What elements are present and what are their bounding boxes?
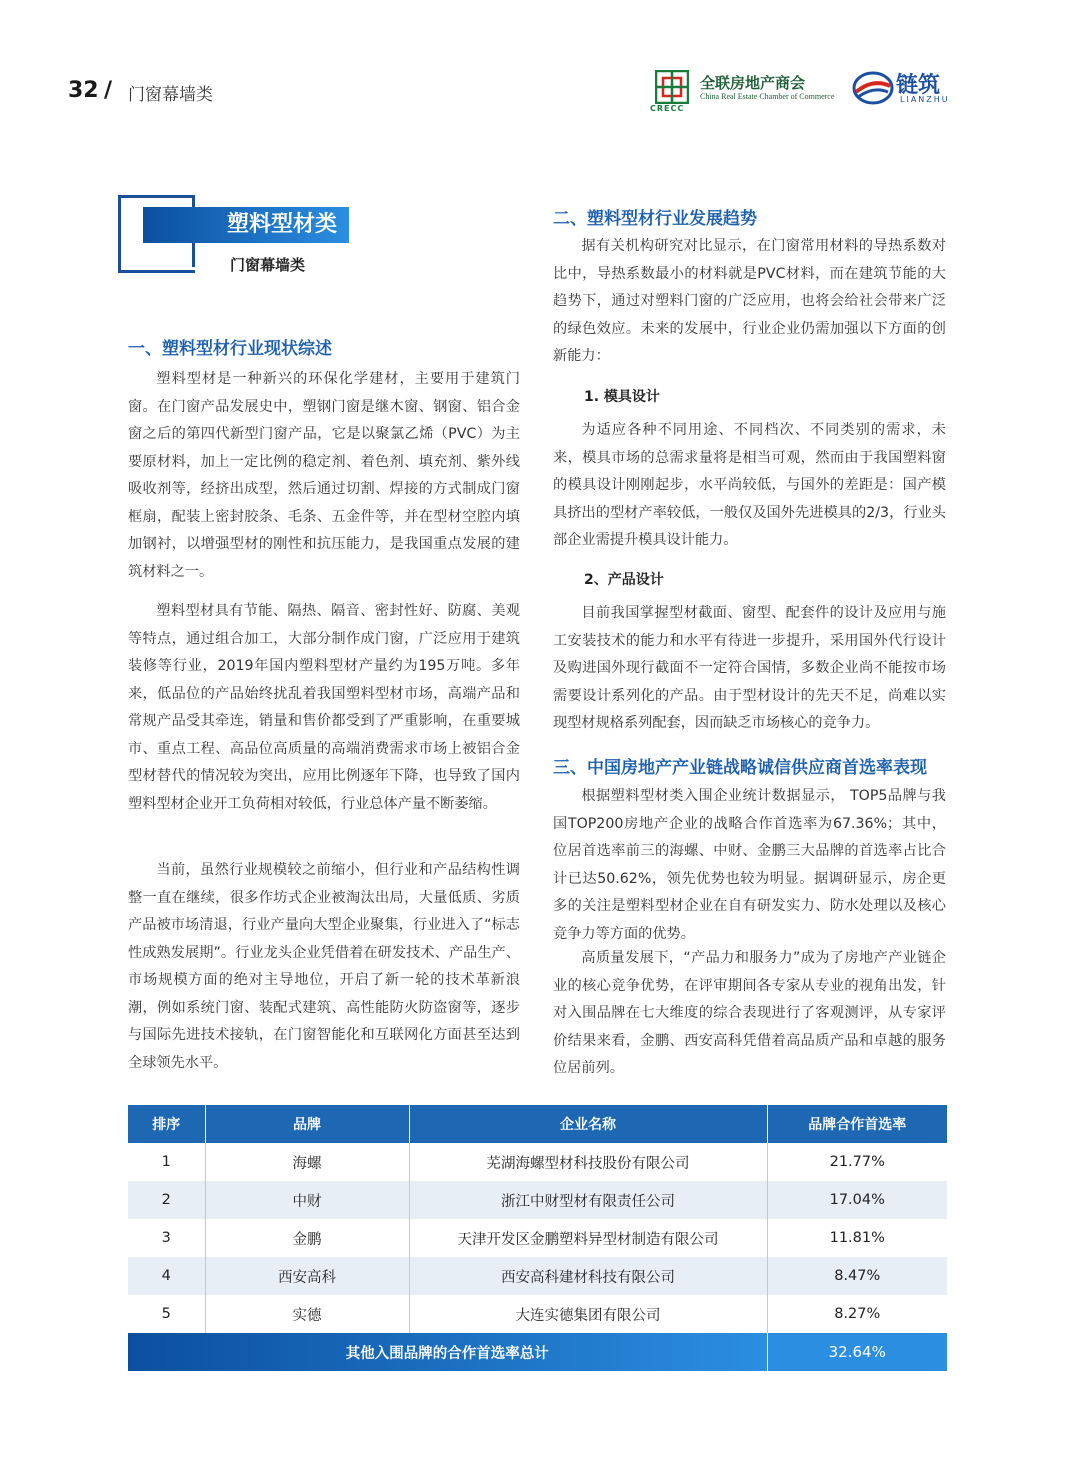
brand-cell: 西安高科 [205, 1257, 409, 1295]
right-intro: 据有关机构研究对比显示，在门窗常用材料的导热系数对比中，导热系数最小的材料就是PVC材料，而在建筑节能的大趋势下，通过对塑料门窗的广泛应用，也将会给社会带来广泛的绿色效应。未来的发展中，行业企业仍需加强以下方面的创新能力： [553, 238, 946, 364]
quality-paragraph: 高质量发展下，“产品力和服务力”成为了房地产产业链企业的核心竞争优势，在评审期间各专家从专业的视角出发，针对入围品牌在七大维度的综合表现进行了客观测评，从专家评价结果来看，金鹏、西安高科凭借着高品质产品和卓越的服务位居前列。 [553, 950, 946, 1076]
rank-cell: 1 [128, 1143, 205, 1181]
total-label: 其他入围品牌的合作首选率总计 [128, 1333, 767, 1371]
table-row [128, 1295, 947, 1333]
company-cell: 大连实德集团有限公司 [409, 1295, 767, 1333]
table-total-row [128, 1333, 947, 1371]
left-paragraph-2: 塑料型材具有节能、隔热、隔音、密封性好、防腐、美观等特点，通过组合加工，大部分制作成门窗，广泛应用于建筑装修等行业，2019年国内塑料型材产量约为195万吨。多年来，低品位的产品始终扰乱着我国塑料型材市场，高端产品和常规产品受其牵连，销量和售价都受到了严重影响，在重要城市、重点工程、高品位高质量的高端消费需求市场上被铝合金型材替代的情况较为突出，应用比例逐年下降，也导致了国内塑料型材企业开工负荷相对较低，行业总体产量不断萎缩。 [128, 603, 520, 812]
brand-rank-table [128, 1105, 947, 1371]
table-header-row [128, 1105, 947, 1143]
company-cell: 西安高科建材科技有限公司 [409, 1257, 767, 1295]
lianzhu-name-en: LIANZHU [900, 95, 950, 104]
rank-cell: 5 [128, 1295, 205, 1333]
company-cell: 芜湖海螺型材科技股份有限公司 [409, 1143, 767, 1181]
rank-cell: 2 [128, 1181, 205, 1219]
company-cell: 浙江中财型材有限责任公司 [409, 1181, 767, 1219]
section-heading-3: 三、中国房地产产业链战略诚信供应商首选率表现 [553, 758, 927, 778]
page-separator: / [104, 78, 113, 103]
crecc-abbr: CRECC [650, 104, 685, 113]
brand-cell: 实德 [205, 1295, 409, 1333]
total-value: 32.64% [767, 1333, 947, 1371]
section-heading-2: 二、塑料型材行业发展趋势 [553, 209, 757, 229]
rate-cell: 8.27% [834, 1306, 881, 1322]
rate-cell: 17.04% [767, 1181, 947, 1219]
table-row [128, 1257, 947, 1295]
rate-paragraph: 根据塑料型材类入围企业统计数据显示， TOP5品牌与我国TOP200房地产企业的战略合作首选率为67.36%；其中，位居首选率前三的海螺、中财、金鹏三大品牌的首选率占比合计已达50.62%，领先优势也较为明显。据调研显示，房企更多的关注是塑料型材企业在自有研发实力、防水处理以及核心竞争力等方面的优势。 [553, 788, 946, 942]
crecc-name-cn: 全联房地产商会 [700, 74, 806, 92]
product-paragraph: 目前我国掌握型材截面、窗型、配套件的设计及应用与施工安装技术的能力和水平有待进一步提升，采用国外代行设计及购进国外现行截面不一定符合国情，多数企业尚不能按市场需要设计系列化的产品。由于型材设计的先天不足，尚难以实现型材规格系列配套，因而缺乏市场核心的竞争力。 [553, 605, 946, 731]
rate-cell: 11.81% [829, 1230, 885, 1246]
crecc-name-en: China Real Estate Chamber of Commerce [700, 92, 835, 101]
rank-cell: 3 [128, 1219, 205, 1257]
brand-cell: 金鹏 [205, 1219, 409, 1257]
banner-subtitle: 门窗幕墙类 [230, 256, 306, 274]
company-cell: 天津开发区金鹏塑料异型材制造有限公司 [409, 1219, 767, 1257]
rank-cell: 4 [128, 1257, 205, 1295]
section-label: 门窗幕墙类 [128, 85, 213, 105]
brand-cell: 中财 [205, 1181, 409, 1219]
mold-paragraph: 为适应各种不同用途、不同档次、不同类别的需求，未来，模具市场的总需求量将是相当可观，然而由于我国塑料窗的模具设计刚刚起步，水平尚较低，与国外的差距是：国产模具挤出的型材产率较低，一般仅及国外先进模具的2/3，行业头部企业需提升模具设计能力。 [553, 422, 946, 548]
page-number: 32 [68, 78, 99, 103]
rate-cell: 21.77% [829, 1154, 885, 1170]
table-row [128, 1181, 947, 1219]
lianzhu-name-cn: 链筑 [896, 73, 941, 98]
brand-cell: 海螺 [205, 1143, 409, 1181]
crecc-logo-icon [655, 70, 689, 104]
section-heading-1: 一、塑料型材行业现状综述 [128, 339, 332, 359]
left-paragraph-1: 塑料型材是一种新兴的环保化学建材，主要用于建筑门窗。在门窗产品发展史中，塑钢门窗是继木窗、钢窗、铝合金窗之后的第四代新型门窗产品，它是以聚氯乙烯（PVC）为主要原材料，加上一定比例的稳定剂、着色剂、填充剂、紫外线吸收剂等，经挤出成型，然后通过切割、焊接的方式制成门窗框扇，配装上密封胶条、毛条、五金件等，并在型材空腔内填加钢衬，以增强型材的刚性和抗压能力，是我国重点发展的建筑材料之一。 [128, 371, 520, 580]
left-paragraph-3: 当前，虽然行业规模较之前缩小，但行业和产品结构性调整一直在继续，很多作坊式企业被淘汰出局，大量低质、劣质产品被市场清退，行业产量向大型企业聚集，行业进入了“标志性成熟发展期”。行业龙头企业凭借着在研发技术、产品生产、市场规模方面的绝对主导地位，开启了新一轮的技术革新浪潮，例如系统门窗、装配式建筑、高性能防火防盗窗等，逐步与国际先进技术接轨，在门窗智能化和互联网化方面甚至达到全球领先水平。 [128, 862, 520, 1071]
table-row [128, 1219, 947, 1257]
header-company: 企业名称 [409, 1105, 767, 1143]
header-rank: 排序 [128, 1105, 205, 1143]
header-brand: 品牌 [205, 1105, 409, 1143]
table-row [128, 1143, 947, 1181]
sub-heading-product: 2、产品设计 [584, 572, 664, 588]
banner-title: 塑料型材类 [226, 212, 337, 237]
rate-cell: 8.47% [767, 1257, 947, 1295]
sub-heading-mold: 1. 模具设计 [584, 389, 660, 405]
header-rate: 品牌合作首选率 [767, 1105, 947, 1143]
lianzhu-logo-icon [852, 70, 894, 106]
